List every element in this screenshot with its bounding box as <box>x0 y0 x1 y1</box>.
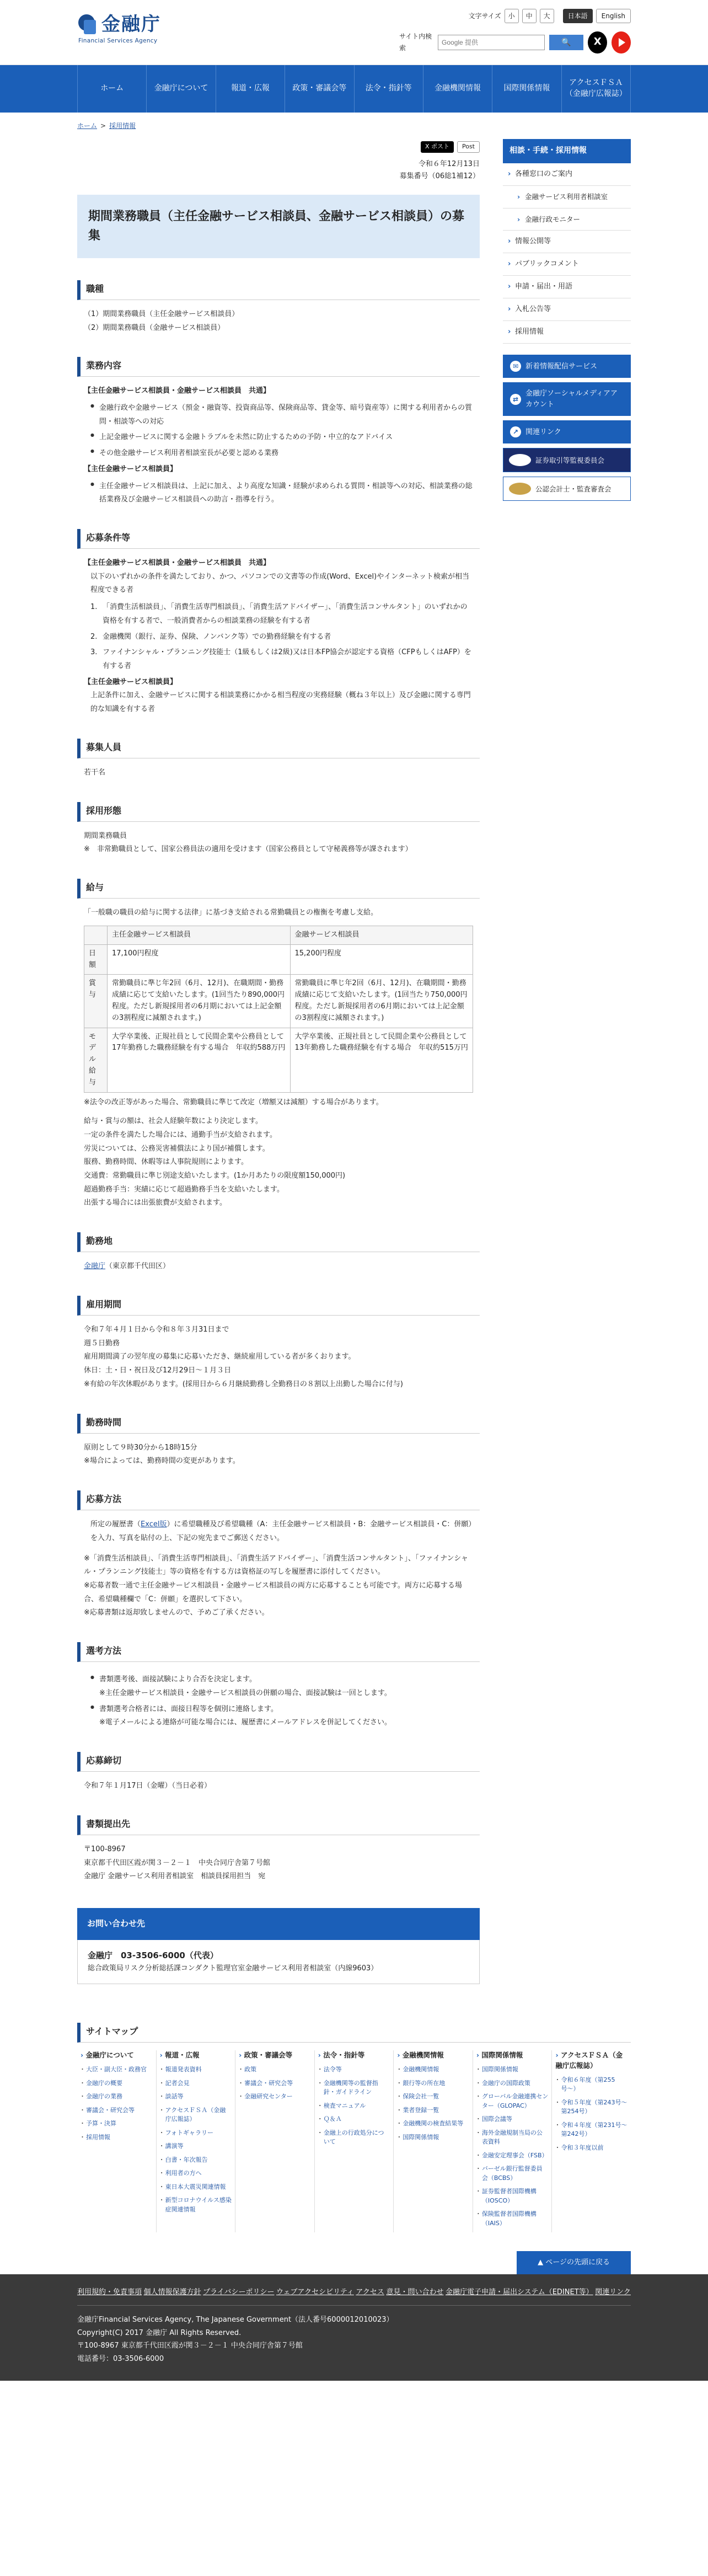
social-media-button[interactable] <box>503 382 631 416</box>
koyou-line: 雇用期間満了の翌年度の募集に応募いただき、継続雇用している者が多くおります。 <box>84 1353 356 1361</box>
section-kyuyo <box>77 899 480 1210</box>
sidebar <box>503 139 631 1984</box>
kyuyo-line: 一定の条件を満たした場合には、通勤手当が支給されます。 <box>84 1130 277 1139</box>
pay-cell: 常勤職員に準じ年2回（6月、12月)、在職期間・勤務成績に応じて支給いたします。(1回当たり750,000円程度。ただし新規採用者の6月期においては上記金額の3割程度に減額されます。) <box>290 975 473 1028</box>
section-heading-ouboho: 応募方法 <box>77 1490 480 1510</box>
sitemap-link[interactable]: ・ 金融上の行政処分について <box>318 2129 390 2147</box>
sitemap-link[interactable]: ・ 業者登録一覧 <box>397 2106 469 2115</box>
sitemap-link[interactable]: ・ 採用情報 <box>81 2133 153 2142</box>
link-icon: ↗ <box>510 426 521 437</box>
pay-row-label: 賞与 <box>84 975 108 1028</box>
sidebar-item[interactable]: › 情報公開等 <box>503 231 631 253</box>
sitemap-link[interactable]: ・ 金融機関の検査結果等 <box>397 2119 469 2129</box>
jouken-p2: 上記条件に加え、金融サービスに関する相談業務にかかる相当程度の実務経験（概ね３年以上）及び金融に関する専門的な知識を有する者 <box>90 691 471 713</box>
header-tools <box>399 9 631 54</box>
sidebar-item[interactable]: › 申請・届出・用語 <box>503 276 631 298</box>
sidebar-item[interactable]: › パブリックコメント <box>503 253 631 276</box>
post-button[interactable]: Post <box>457 141 480 153</box>
kyuyo-line: 交通費：常勤職員に準じ別途支給いたします。(1か月あたりの限度額150,000円) <box>84 1171 346 1180</box>
footer-links <box>77 2286 631 2306</box>
related-links-label: 関連リンク <box>525 427 561 436</box>
ouboho-text-b: ）に希望職種及び希望職種（A：主任金融サービス相談員・B：金融サービス相談員・C：併願）を入力、写真を貼付の上、下記の宛先までご郵送ください。 <box>90 1520 472 1542</box>
ninzu-text: 若干名 <box>84 768 106 777</box>
sesc-label: 証券取引等監視委員会 <box>535 456 605 464</box>
site-logo[interactable] <box>77 12 193 46</box>
sitemap-link[interactable]: ・ 講演等 <box>160 2142 232 2151</box>
sitemap-link[interactable]: ・ 証券監督者国際機構（IOSCO） <box>476 2187 549 2205</box>
share-icon: ⇄ <box>510 394 521 405</box>
sidebar-subitem[interactable]: › 金融行政モニター <box>503 209 631 231</box>
jouken-sub1: 【主任金融サービス相談員・金融サービス相談員 共通】 <box>84 559 271 568</box>
sidebar-item[interactable]: › 入札公告等 <box>503 298 631 321</box>
sitemap-column-heading[interactable]: › 報道・広報 <box>160 2050 232 2061</box>
sidebar-heading[interactable]: 相談・手続・採用情報 <box>503 139 631 163</box>
table-row <box>84 975 473 1028</box>
shokushu-item: （1）期間業務職員（主任金融サービス相談員） <box>84 309 239 318</box>
pay-table <box>84 926 473 1093</box>
fsa-logo-icon <box>77 12 98 36</box>
sitemap-link[interactable]: ・ 海外金融規制当局の公表資料 <box>476 2129 549 2147</box>
sidebar-item[interactable]: › 各種窓口のご案内 <box>503 163 631 186</box>
sitemap-link[interactable]: ・ 金融機関等の監督指針・ガイドライン <box>318 2079 390 2097</box>
section-jouken <box>77 549 480 717</box>
sitemap-heading: サイトマップ <box>77 2023 631 2043</box>
sitemap-link[interactable]: ・ 令和４年度（第231号〜第242号） <box>555 2121 627 2139</box>
jouken-p1: 以下のいずれかの条件を満たしており、かつ、パソコンでの文書等の作成(Word、Excel)やインターネット検索が相当程度できる者 <box>90 572 470 595</box>
gyomu-item: ● その他金融サービス利用者相談室長が必要と認める業務 <box>90 447 473 461</box>
cpaaob-label: 公認会計士・監査審査会 <box>535 484 612 493</box>
sitemap-link[interactable]: ・ フォトギャラリー <box>160 2129 232 2138</box>
sitemap-link[interactable]: ・ 法令等 <box>318 2065 390 2075</box>
gyomu-sub2: 【主任金融サービス相談員】 <box>84 464 178 473</box>
sitemap-column-heading[interactable]: › 国際関係情報 <box>476 2050 549 2061</box>
logo-text: 金融庁 <box>101 13 161 35</box>
section-kinmuchi <box>77 1252 480 1274</box>
sitemap-column-heading[interactable]: › 政策・審議会等 <box>239 2050 311 2061</box>
sitemap-link[interactable]: ・ 大臣・副大臣・政務官 <box>81 2065 153 2075</box>
jikan-line: 原則として９時30分から18時15分 <box>84 1443 197 1452</box>
soufu-line: 金融庁 金融サービス利用者相談室 相談員採用担当 宛 <box>84 1872 266 1881</box>
kyuyo-note: ※法令の改正等があった場合、常勤職員に準じて改定（増額又は減額）する場合があります。 <box>84 1098 383 1107</box>
jouken-item-text: ファイナンシャル・プランニング技能士（1級もしくは2級)又は日本FP協会が認定する資格（CFPもしくはAFP）を有する者 <box>103 648 471 670</box>
section-heading-jouken: 応募条件等 <box>77 529 480 549</box>
back-to-top-label: ページの先頭に戻る <box>545 2258 610 2267</box>
section-soufu <box>77 1835 480 1884</box>
youtube-icon[interactable] <box>612 31 631 54</box>
news-delivery-button[interactable] <box>503 355 631 378</box>
shimekiri-text: 令和７年１月17日（金曜）（当日必着） <box>84 1782 212 1791</box>
section-heading-gyomu: 業務内容 <box>77 357 480 377</box>
footer-link[interactable]: 意見・問い合わせ <box>386 2288 444 2297</box>
sitemap-columns <box>77 2050 631 2232</box>
sitemap-link[interactable]: ・ 東日本大震災関連情報 <box>160 2183 232 2192</box>
gyomu-item: ● 上記金融サービスに関する金融トラブルを未然に防止するための予防・中立的なアドバイス <box>90 431 473 445</box>
kyuyo-line: 給与・賞与の額は、社会人経験年数により決定します。 <box>84 1117 262 1126</box>
logo-subtitle: Financial Services Agency <box>78 38 158 44</box>
font-size-label: 文字サイズ <box>468 12 501 20</box>
shokushu-item: （2）期間業務職員（金融サービス相談員） <box>84 323 225 332</box>
section-keitai <box>77 822 480 857</box>
sitemap-link[interactable]: ・ 国際関係情報 <box>476 2065 549 2075</box>
soufu-line: 東京都千代田区霞が関３－２－１ 中央合同庁舎第７号館 <box>84 1858 271 1867</box>
jouken-item: 1. 「消費生活相談員」、「消費生活専門相談員」、「消費生活アドバイザー」、「消費生活コンサルタント」のいずれかの資格を有する者で、一般消費者からの相談業務の経験を有する者 <box>90 601 473 628</box>
publish-date: 令和６年12月13日 <box>418 160 480 169</box>
global-nav <box>0 65 708 113</box>
sesc-banner[interactable] <box>503 448 631 472</box>
ouboho-note: ※「消費生活相談員」、「消費生活専門相談員」、「消費生活アドバイザー」、「消費生活コンサルタント」、「ファイナンシャル・プランニング技能士」等の資格を有する方は資格証の写しを履歴書に添付してください。 <box>84 1554 468 1576</box>
pay-row-label: 日額 <box>84 944 108 975</box>
sitemap-link[interactable]: ・ 金融安定理事会（FSB） <box>476 2151 549 2161</box>
sitemap-column <box>314 2050 394 2232</box>
footer-link[interactable]: アクセス <box>356 2288 384 2297</box>
arrow-up-icon: ▲ <box>538 2258 546 2267</box>
section-heading-keitai: 採用形態 <box>77 802 480 822</box>
koyou-line: 令和７年４月１日から令和８年３月31日まで <box>84 1326 229 1334</box>
sitemap-link[interactable]: ・ 報道発表資料 <box>160 2065 232 2075</box>
lang-ja-button[interactable]: 日本語 <box>563 9 593 23</box>
gyomu-sub1: 【主任金融サービス相談員・金融サービス相談員 共通】 <box>84 387 271 396</box>
kyuyo-line: 労災については、公務災害補償法により国が補償します。 <box>84 1144 270 1153</box>
koyou-line: 週５日勤務 <box>84 1339 120 1348</box>
jikan-line: ※場合によっては、勤務時間の変更があります。 <box>84 1457 240 1466</box>
social-media-label: 金融庁ソーシャルメディアアカウント <box>525 389 618 409</box>
contact-tel: 金融庁 03-3506-6000（代表） <box>88 1950 218 1960</box>
site-footer <box>0 2274 708 2381</box>
sitemap-column <box>156 2050 235 2232</box>
nav-about[interactable]: 金融庁について <box>146 65 215 113</box>
breadcrumb-home[interactable]: ホーム <box>77 122 98 130</box>
ouboho-text-a: 所定の履歴書（ <box>90 1520 141 1529</box>
section-koyou <box>77 1316 480 1391</box>
footer-link[interactable]: 個人情報保護方針 <box>143 2288 201 2297</box>
font-size-large-button[interactable]: 大 <box>540 9 554 23</box>
share-buttons <box>77 141 480 153</box>
main-content <box>77 139 480 1984</box>
x-icon: X <box>425 143 431 151</box>
x-post-button[interactable] <box>421 141 454 153</box>
sitemap-link[interactable]: ・ 国際関係情報 <box>397 2133 469 2142</box>
breadcrumb: ホーム > 採用情報 <box>77 122 136 130</box>
sitemap-column <box>551 2050 631 2232</box>
pay-cell: 大学卒業後、正規社員として民間企業や公務員として13年勤務した職務経験を有する場合 年収約515万円 <box>290 1028 473 1092</box>
sitemap-column-heading[interactable]: › 金融機関情報 <box>397 2050 469 2061</box>
sitemap-column <box>473 2050 552 2232</box>
pay-cell: 15,200円程度 <box>290 944 473 975</box>
cpaaob-logo-icon <box>509 483 531 495</box>
jouken-item-text: 「消費生活相談員」、「消費生活専門相談員」、「消費生活アドバイザー」、「消費生活コンサルタント」のいずれかの資格を有する者で、一般消費者からの相談業務の経験を有する者 <box>103 603 468 625</box>
gyomu-item: ● 金融行政や金融サービス（預金・融資等、投資商品等、保険商品等、貸金等、暗号資産等）に関する利用者からの質問・相談等への対応 <box>90 402 473 429</box>
footer-org: 金融庁Financial Services Agency, The Japanese Government（法人番号6000012010023） <box>77 2316 394 2324</box>
sitemap-link[interactable]: ・ 金融庁の概要 <box>81 2079 153 2088</box>
section-heading-jikan: 勤務時間 <box>77 1414 480 1434</box>
sitemap-column-heading[interactable]: › 法令・指針等 <box>318 2050 390 2061</box>
sitemap-link[interactable]: ・ 予算・決算 <box>81 2119 153 2129</box>
sidebar-subitem[interactable]: › 金融サービス利用者相談室 <box>503 186 631 208</box>
contact-box <box>77 1940 480 1985</box>
section-jikan <box>77 1434 480 1468</box>
recruit-number: 募集番号（06総1補12） <box>399 172 480 181</box>
pay-table-header: 主任金融サービス相談員 <box>108 926 291 944</box>
font-size-medium-button[interactable]: 中 <box>522 9 537 23</box>
sitemap-link[interactable]: ・ 審議会・研究会等 <box>239 2079 311 2088</box>
sitemap-column-heading[interactable]: › アクセスＦＳＡ（金融庁広報誌） <box>555 2050 627 2071</box>
nav-law[interactable]: 法令・指針等 <box>354 65 423 113</box>
nav-news[interactable]: 報道・広報 <box>216 65 285 113</box>
sitemap-link[interactable]: ・ 保険監督者国際機構（IAIS） <box>476 2210 549 2228</box>
sitemap-link[interactable]: ・ 金融研究センター <box>239 2092 311 2102</box>
sitemap-column <box>393 2050 473 2232</box>
cpaaob-banner[interactable] <box>503 477 631 501</box>
section-senko <box>77 1662 480 1730</box>
kyuyo-lines <box>84 1115 473 1210</box>
sitemap-link[interactable]: ・ 記者会見 <box>160 2079 232 2088</box>
kinmuchi-text: （東京都千代田区） <box>105 1262 170 1271</box>
sesc-logo-icon <box>509 454 531 466</box>
section-heading-kyuyo: 給与 <box>77 879 480 899</box>
resume-excel-link[interactable]: Excel版 <box>141 1520 167 1529</box>
section-heading-soufu: 書類提出先 <box>77 1815 480 1835</box>
section-gyomu <box>77 377 480 507</box>
soufu-line: 〒100-8967 <box>84 1845 126 1854</box>
related-links-button[interactable] <box>503 420 631 443</box>
sitemap-column-heading[interactable]: › 金融庁について <box>81 2050 153 2061</box>
footer-address: 〒100-8967 東京都千代田区霞が関３－２－１ 中央合同庁舎第７号館 <box>77 2342 303 2350</box>
sitemap-link[interactable]: ・ 金融機関情報 <box>397 2065 469 2075</box>
sitemap-link[interactable]: ・ 新型コロナウイルス感染症関連情報 <box>160 2196 232 2214</box>
sitemap-column <box>77 2050 156 2232</box>
contact-heading: お問い合わせ先 <box>77 1908 480 1940</box>
nav-institutions[interactable]: 金融機関情報 <box>423 65 492 113</box>
footer-link[interactable]: ウェブアクセシビリティ <box>276 2288 354 2297</box>
sitemap-link[interactable]: ・ 談話等 <box>160 2092 232 2102</box>
footer-link[interactable]: 利用規約・免責事項 <box>77 2288 142 2297</box>
pay-row-label: モデル給与 <box>84 1028 108 1092</box>
nav-policy[interactable]: 政策・審議会等 <box>285 65 353 113</box>
jouken-item-text: 金融機関（銀行、証券、保険、ノンバンク等）での勤務経験を有する者 <box>103 632 331 641</box>
kyuyo-line: 出張する場合には出張旅費が支給されます。 <box>84 1199 227 1207</box>
site-header <box>0 0 708 65</box>
sitemap-link[interactable]: ・ 審議会・研究会等 <box>81 2106 153 2115</box>
back-to-top-button[interactable] <box>517 2251 631 2274</box>
sitemap-link[interactable]: ・ バーゼル銀行監督委員会（BCBS） <box>476 2165 549 2183</box>
section-heading-kinmuchi: 勤務地 <box>77 1232 480 1252</box>
table-row <box>84 944 473 975</box>
pay-cell: 常勤職員に準じ年2回（6月、12月)、在職期間・勤務成績に応じて支給いたします。(1回当たり890,000円程度。ただし新規採用者の6月期においては上記金額の3割程度に減額されます。) <box>108 975 291 1028</box>
footer-info <box>77 2313 631 2365</box>
font-size-small-button[interactable]: 小 <box>505 9 519 23</box>
sitemap-link[interactable]: ・ 金融庁の国際政策 <box>476 2079 549 2088</box>
contact-dept: 総合政策局リスク分析総括課コンダクト監理官室金融サービス利用者相談室（内線9603） <box>88 1964 378 1973</box>
sitemap-link[interactable]: ・ 令和５年度（第243号〜第254号） <box>555 2098 627 2117</box>
pay-cell: 17,100円程度 <box>108 944 291 975</box>
page-dates <box>77 158 480 183</box>
jouken-item: 3. ファイナンシャル・プランニング技能士（1級もしくは2級)又は日本FP協会が認定する資格（CFPもしくはAFP）を有する者 <box>90 646 473 673</box>
section-shimekiri <box>77 1772 480 1793</box>
section-ouboho <box>77 1510 480 1620</box>
kinmuchi-link[interactable]: 金融庁 <box>84 1262 106 1271</box>
sitemap-link[interactable]: ・ グローバル金融連携センター（GLOPAC） <box>476 2092 549 2110</box>
nav-international[interactable]: 国際関係情報 <box>492 65 561 113</box>
sitemap-link[interactable]: ・ 令和３年度以前 <box>555 2144 627 2153</box>
footer-link[interactable]: 金融庁電子申請・届出システム（EDINET等） <box>446 2288 593 2297</box>
sitemap-link[interactable]: ・ 白書・年次報告 <box>160 2156 232 2165</box>
koyou-line: 休日：土・日・祝日及び12月29日～１月３日 <box>84 1366 232 1375</box>
lang-en-button[interactable]: English <box>596 9 631 23</box>
koyou-line: ※有給の年次休暇があります。(採用日から６月継続勤務し全勤務日の８割以上出勤した場合に付与) <box>84 1380 403 1388</box>
search-label: サイト内検索 <box>399 33 432 52</box>
pay-table-header: 金融サービス相談員 <box>290 926 473 944</box>
nav-access-fsa[interactable]: アクセスＦＳＡ（金融庁広報誌） <box>561 65 631 113</box>
sitemap-link[interactable]: ・ 利用者の方へ <box>160 2169 232 2178</box>
kyuyo-line: 超過勤務手当：実績に応じて超過勤務手当を支給いたします。 <box>84 1185 284 1194</box>
senko-item: ● 書類選考後、面接試験により合否を決定します。 ※主任金融サービス相談員・金融サービス相談員の併願の場合、面接試験は一回とします。 <box>90 1673 473 1700</box>
jouken-item: 2. 金融機関（銀行、証券、保険、ノンバンク等）での勤務経験を有する者 <box>90 630 473 644</box>
kyuyo-intro: 「一般職の職員の給与に関する法律」に基づき支給される常勤職員との権衡を考慮し支給。 <box>84 908 378 917</box>
search-icon: 🔍 <box>561 38 571 47</box>
keitai-text: 期間業務職員 <box>84 831 127 840</box>
pay-table-header <box>84 926 108 944</box>
sidebar-item[interactable]: › 採用情報 <box>503 321 631 344</box>
pay-cell: 大学卒業後、正規社員として民間企業や公務員として17年勤務した職務経験を有する場合 年収約588万円 <box>108 1028 291 1092</box>
keitai-note: ※ 非常勤職員として、国家公務員法の適用を受けます（国家公務員として守秘義務等が課されます） <box>84 845 412 854</box>
footer-link[interactable]: 関連リンク <box>595 2288 631 2297</box>
section-heading-ninzu: 募集人員 <box>77 739 480 758</box>
search-button[interactable] <box>549 35 584 50</box>
senko-item: ● 書類選考合格者には、面接日程等を個別に連絡します。 ※電子メールによる連絡が可能な場合には、履歴書にメールアドレスを併記してください。 <box>90 1703 473 1730</box>
x-icon[interactable]: X <box>588 31 607 54</box>
section-shokushu <box>77 300 480 335</box>
search-input[interactable] <box>438 35 545 50</box>
breadcrumb-recruit[interactable]: 採用情報 <box>109 122 136 130</box>
section-heading-shimekiri: 応募締切 <box>77 1752 480 1772</box>
sitemap <box>77 2023 631 2232</box>
section-heading-senko: 選考方法 <box>77 1642 480 1662</box>
sitemap-link[interactable]: ・ アクセスＦＳＡ（金融庁広報誌） <box>160 2106 232 2124</box>
sitemap-link[interactable]: ・ 国際会議等 <box>476 2115 549 2124</box>
ouboho-note: ※応募者数一通で主任金融サービス相談員・金融サービス相談員の両方に応募することも可能です。両方に応募する場合、希望職種欄で「C：併願」を選択して下さい。 <box>84 1581 462 1604</box>
gyomu-item: ● 主任金融サービス相談員は、上記に加え、より高度な知識・経験が求められる質問・相談等への対応、相談業務の総括業務及び金融サービス相談員への助言・指導を行う。 <box>90 480 473 507</box>
nav-home[interactable]: ホーム <box>77 65 146 113</box>
table-row <box>84 1028 473 1092</box>
section-heading-shokushu: 職種 <box>77 280 480 300</box>
x-post-label: ポスト <box>431 143 449 151</box>
mail-icon: ✉ <box>510 361 521 372</box>
sitemap-link[interactable]: ・ 保険会社一覧 <box>397 2092 469 2102</box>
sitemap-column <box>235 2050 314 2232</box>
footer-link[interactable]: プライバシーポリシー <box>203 2288 275 2297</box>
jouken-sub2: 【主任金融サービス相談員】 <box>84 677 178 686</box>
sitemap-link[interactable]: ・ 政策 <box>239 2065 311 2075</box>
sitemap-link[interactable]: ・ 金融庁の業務 <box>81 2092 153 2102</box>
sitemap-link[interactable]: ・ 検査マニュアル <box>318 2102 390 2111</box>
section-heading-koyou: 雇用期間 <box>77 1296 480 1316</box>
sitemap-link[interactable]: ・ 令和６年度（第255号〜） <box>555 2076 627 2094</box>
news-delivery-label: 新着情報配信サービス <box>525 362 598 371</box>
footer-tel: 電話番号：03-3506-6000 <box>77 2354 164 2363</box>
sitemap-link[interactable]: ・ Ｑ＆Ａ <box>318 2115 390 2124</box>
sitemap-link[interactable]: ・ 銀行等の所在地 <box>397 2079 469 2088</box>
page-title: 期間業務職員（主任金融サービス相談員、金融サービス相談員）の募集 <box>77 195 480 258</box>
footer-copyright: Copyright(C) 2017 金融庁 All Rights Reserved. <box>77 2328 242 2337</box>
kyuyo-line: 服務、勤務時間、休暇等は人事院規則によります。 <box>84 1158 248 1167</box>
section-ninzu <box>77 758 480 780</box>
ouboho-note: ※応募書類は返却致しませんので、予めご了承ください。 <box>84 1608 269 1617</box>
